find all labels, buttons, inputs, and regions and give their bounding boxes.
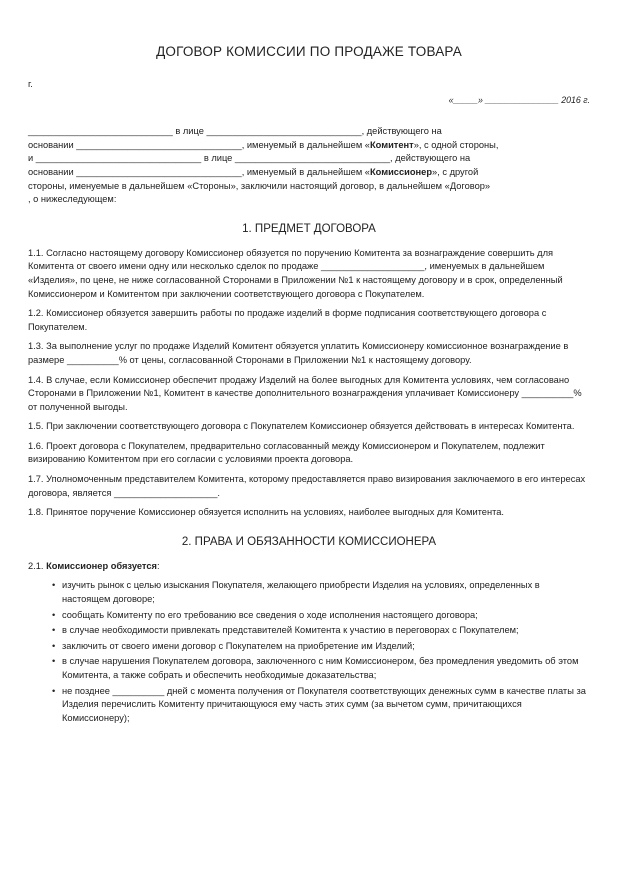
date-line: «_____» _______________ 2016 г. bbox=[448, 94, 590, 105]
clause-lead: 2.1. Комиссионер обязуется: bbox=[28, 560, 160, 571]
preamble-line: основании ________________________________, именуемый в дальнейшем «Комитент», с одной стороны, bbox=[28, 139, 499, 150]
document-title: ДОГОВОР КОМИССИИ ПО ПРОДАЖЕ ТОВАРА bbox=[156, 44, 462, 59]
preamble-line: , о нижеследующем: bbox=[28, 194, 117, 205]
preamble-line: стороны, именуемые в дальнейшем «Стороны», заключили настоящий договор, в дальнейшем «Договор» bbox=[28, 180, 491, 191]
preamble-line: и ________________________________ в лице ______________________________, действующего на bbox=[28, 153, 471, 164]
bullet-icon: • bbox=[52, 609, 56, 620]
section-body bbox=[28, 247, 590, 520]
preamble-line: ____________________________ в лице ______________________________, действующего на bbox=[28, 126, 442, 137]
list-item: • не позднее __________ дней с момента получения от Покупателя соответствующих денежных сумм в качестве платы за Изделия перечислить Комитенту причитающуюся ему часть этих сумм (за вычетом сумм, причитающихся Комиссионеру); bbox=[52, 685, 586, 723]
clause: 1.4. В случае, если Комиссионер обеспечит продажу Изделий на более выгодных для Комитента условиях, чем согласовано Сторонами в Приложении №1, Комитент в качестве дополнительного вознаграждения уплачивает Комиссионеру __________% от полученной выгоды. bbox=[28, 374, 582, 412]
list-item: • сообщать Комитенту по его требованию все сведения о ходе исполнения настоящего договора; bbox=[62, 609, 590, 623]
list-item: • в случае необходимости привлекать представителей Комитента к участию в переговорах с Покупателем; bbox=[62, 624, 590, 638]
clause: 1.6. Проект договора с Покупателем, предварительно согласованный между Комиссионером и Покупателем, подлежит визированию Комитентом при его согласии с условиями проекта договора. bbox=[28, 440, 545, 465]
bullet-icon: • bbox=[52, 580, 56, 591]
list-item: • в случае нарушения Покупателем договора, заключенного с ним Комиссионером, без промедления уведомить об этом Комитента, а также собрать и обеспечить необходимые доказательства; bbox=[52, 656, 579, 680]
list-item: • заключить от своего имени договор с Покупателем на приобретение им Изделий; bbox=[62, 640, 590, 654]
bullet-icon: • bbox=[52, 640, 56, 651]
preamble-line: основании ________________________________, именуемый в дальнейшем «Комиссионер», с другой bbox=[28, 166, 479, 177]
party-name-commissioner: Комиссионер bbox=[369, 166, 432, 177]
clause: 1.7. Уполномоченным представителем Комитента, которому предоставляется право визирования заключаемого в его интересах договора, является ____________________. bbox=[28, 474, 586, 498]
list-item: • изучить рынок с целью изыскания Покупателя, желающего приобрести Изделия на условиях, определенных в настоящем договоре; bbox=[52, 580, 540, 605]
bullet-icon: • bbox=[52, 685, 56, 696]
clause: 1.8. Принятое поручение Комиссионер обязуется исполнить на условиях, наиболее выгодных для Комитента. bbox=[28, 507, 505, 518]
duties-list bbox=[28, 579, 590, 725]
preamble bbox=[28, 125, 590, 207]
clause: 1.5. При заключении соответствующего договора с Покупателем Комиссионер обязуется действовать в интересах Комитента. bbox=[28, 421, 575, 432]
city-line: г. bbox=[28, 79, 33, 89]
section-heading: 2. ПРАВА И ОБЯЗАННОСТИ КОМИССИОНЕРА bbox=[181, 535, 437, 548]
clause: 1.1. Согласно настоящему договору Комиссионер обязуется по поручению Комитента за вознаграждение совершить для Комитента от своего имени одну или несколько сделок по продаже ____________________, именуемых в дальнейшем «Изделия», по цене, не ниже согласованной Сторонами в Приложении №1 к настоящему договору и в срок, определенный Комиссионером и Комитентом при заключении соответствующего договора с Покупателем. bbox=[28, 247, 563, 299]
bullet-icon: • bbox=[52, 625, 56, 636]
clause: 1.3. За выполнение услуг по продаже Изделий Комитент обязуется уплатить Комиссионеру комиссионное вознаграждение в размере __________% от цены, согласованной Сторонами в Приложении №1 к настоящему договору. bbox=[28, 341, 569, 365]
bullet-icon: • bbox=[52, 656, 56, 667]
section-heading: 1. ПРЕДМЕТ ДОГОВОРА bbox=[242, 222, 376, 235]
party-name-committent: Комитент bbox=[369, 139, 414, 150]
clause: 1.2. Комиссионер обязуется завершить работы по продаже изделий в форме подписания соответствующего договора с Покупателем. bbox=[28, 308, 547, 332]
